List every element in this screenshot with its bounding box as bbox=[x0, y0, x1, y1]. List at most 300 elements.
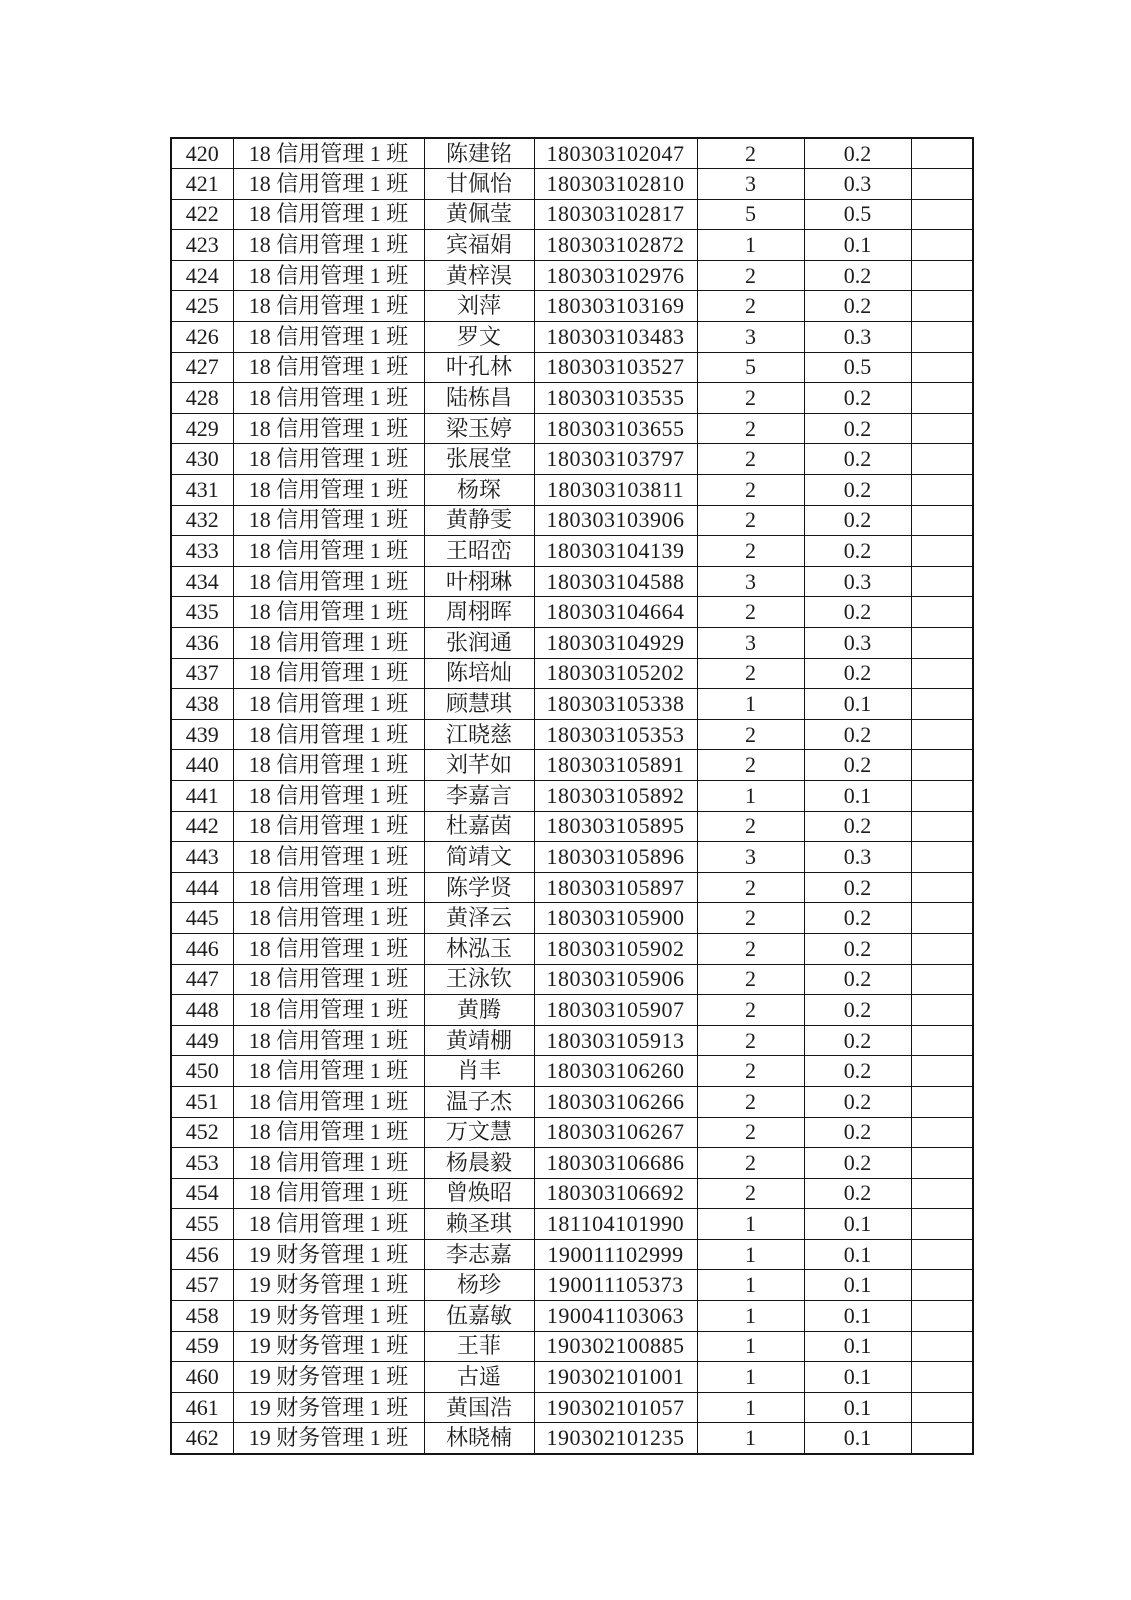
cell-row-number: 425 bbox=[171, 291, 233, 322]
cell-row-number: 430 bbox=[171, 444, 233, 475]
cell-count: 2 bbox=[697, 1178, 804, 1209]
cell-count: 1 bbox=[697, 1270, 804, 1301]
cell-row-number: 458 bbox=[171, 1301, 233, 1332]
cell-score: 0.2 bbox=[804, 413, 911, 444]
table-row bbox=[171, 322, 973, 353]
table-row bbox=[171, 1025, 973, 1056]
cell-count: 3 bbox=[697, 842, 804, 873]
cell-empty bbox=[911, 1362, 973, 1393]
cell-score: 0.2 bbox=[804, 872, 911, 903]
cell-count: 2 bbox=[697, 1086, 804, 1117]
cell-score: 0.3 bbox=[804, 322, 911, 353]
cell-class-name: 18 信用管理 1 班 bbox=[233, 322, 424, 353]
cell-count: 3 bbox=[697, 566, 804, 597]
cell-student-name: 叶孔林 bbox=[424, 352, 534, 383]
cell-score: 0.1 bbox=[804, 1239, 911, 1270]
cell-student-id: 180303102872 bbox=[534, 230, 697, 261]
cell-empty bbox=[911, 413, 973, 444]
cell-count: 3 bbox=[697, 169, 804, 200]
cell-class-name: 19 财务管理 1 班 bbox=[233, 1301, 424, 1332]
cell-student-name: 黄国浩 bbox=[424, 1392, 534, 1423]
cell-student-id: 180303103483 bbox=[534, 322, 697, 353]
cell-student-id: 180303105902 bbox=[534, 933, 697, 964]
cell-score: 0.1 bbox=[804, 1362, 911, 1393]
cell-score: 0.2 bbox=[804, 138, 911, 169]
cell-score: 0.1 bbox=[804, 1423, 911, 1454]
table-row bbox=[171, 658, 973, 689]
cell-empty bbox=[911, 995, 973, 1026]
table-row bbox=[171, 1301, 973, 1332]
cell-count: 1 bbox=[697, 1392, 804, 1423]
cell-row-number: 424 bbox=[171, 260, 233, 291]
cell-class-name: 19 财务管理 1 班 bbox=[233, 1392, 424, 1423]
cell-row-number: 438 bbox=[171, 689, 233, 720]
cell-score: 0.2 bbox=[804, 1056, 911, 1087]
cell-empty bbox=[911, 964, 973, 995]
table-row bbox=[171, 413, 973, 444]
cell-score: 0.2 bbox=[804, 597, 911, 628]
cell-count: 2 bbox=[697, 536, 804, 567]
cell-empty bbox=[911, 1148, 973, 1179]
cell-count: 1 bbox=[697, 230, 804, 261]
cell-class-name: 18 信用管理 1 班 bbox=[233, 780, 424, 811]
cell-student-id: 180303103535 bbox=[534, 383, 697, 414]
table-row bbox=[171, 964, 973, 995]
cell-row-number: 448 bbox=[171, 995, 233, 1026]
cell-row-number: 435 bbox=[171, 597, 233, 628]
cell-empty bbox=[911, 383, 973, 414]
cell-class-name: 18 信用管理 1 班 bbox=[233, 230, 424, 261]
cell-row-number: 442 bbox=[171, 811, 233, 842]
cell-row-number: 423 bbox=[171, 230, 233, 261]
cell-student-name: 罗文 bbox=[424, 322, 534, 353]
cell-class-name: 18 信用管理 1 班 bbox=[233, 169, 424, 200]
cell-score: 0.3 bbox=[804, 842, 911, 873]
cell-class-name: 18 信用管理 1 班 bbox=[233, 842, 424, 873]
table-row bbox=[171, 505, 973, 536]
cell-class-name: 18 信用管理 1 班 bbox=[233, 536, 424, 567]
cell-count: 2 bbox=[697, 995, 804, 1026]
cell-class-name: 18 信用管理 1 班 bbox=[233, 475, 424, 506]
cell-score: 0.1 bbox=[804, 1301, 911, 1332]
cell-row-number: 432 bbox=[171, 505, 233, 536]
table-row bbox=[171, 260, 973, 291]
cell-count: 2 bbox=[697, 260, 804, 291]
cell-student-name: 江晓慈 bbox=[424, 719, 534, 750]
cell-empty bbox=[911, 260, 973, 291]
cell-row-number: 428 bbox=[171, 383, 233, 414]
cell-score: 0.1 bbox=[804, 1392, 911, 1423]
cell-student-id: 180303106686 bbox=[534, 1148, 697, 1179]
cell-score: 0.2 bbox=[804, 1178, 911, 1209]
cell-class-name: 19 财务管理 1 班 bbox=[233, 1270, 424, 1301]
cell-student-name: 梁玉婷 bbox=[424, 413, 534, 444]
cell-class-name: 18 信用管理 1 班 bbox=[233, 750, 424, 781]
table-row bbox=[171, 169, 973, 200]
cell-score: 0.2 bbox=[804, 475, 911, 506]
cell-score: 0.2 bbox=[804, 444, 911, 475]
cell-empty bbox=[911, 444, 973, 475]
cell-score: 0.1 bbox=[804, 1331, 911, 1362]
cell-row-number: 460 bbox=[171, 1362, 233, 1393]
cell-student-id: 180303103797 bbox=[534, 444, 697, 475]
cell-row-number: 444 bbox=[171, 872, 233, 903]
cell-class-name: 18 信用管理 1 班 bbox=[233, 260, 424, 291]
cell-student-name: 刘芊如 bbox=[424, 750, 534, 781]
cell-row-number: 433 bbox=[171, 536, 233, 567]
table-row bbox=[171, 872, 973, 903]
cell-student-name: 杜嘉茵 bbox=[424, 811, 534, 842]
cell-score: 0.2 bbox=[804, 291, 911, 322]
cell-row-number: 445 bbox=[171, 903, 233, 934]
cell-student-name: 黄梓淏 bbox=[424, 260, 534, 291]
cell-score: 0.2 bbox=[804, 719, 911, 750]
cell-empty bbox=[911, 658, 973, 689]
cell-empty bbox=[911, 1301, 973, 1332]
cell-score: 0.2 bbox=[804, 1086, 911, 1117]
table-row bbox=[171, 1331, 973, 1362]
cell-class-name: 18 信用管理 1 班 bbox=[233, 1148, 424, 1179]
cell-student-name: 顾慧琪 bbox=[424, 689, 534, 720]
cell-student-id: 190302101001 bbox=[534, 1362, 697, 1393]
cell-count: 2 bbox=[697, 138, 804, 169]
cell-count: 2 bbox=[697, 597, 804, 628]
cell-student-id: 180303105896 bbox=[534, 842, 697, 873]
table-row bbox=[171, 719, 973, 750]
cell-empty bbox=[911, 903, 973, 934]
cell-student-name: 叶栩琳 bbox=[424, 566, 534, 597]
table-row bbox=[171, 199, 973, 230]
table-row bbox=[171, 1148, 973, 1179]
cell-row-number: 420 bbox=[171, 138, 233, 169]
table-row bbox=[171, 1086, 973, 1117]
table-row bbox=[171, 1056, 973, 1087]
cell-score: 0.1 bbox=[804, 780, 911, 811]
cell-student-name: 肖丰 bbox=[424, 1056, 534, 1087]
cell-student-name: 宾福娟 bbox=[424, 230, 534, 261]
cell-student-name: 李嘉言 bbox=[424, 780, 534, 811]
cell-empty bbox=[911, 199, 973, 230]
cell-student-id: 180303104664 bbox=[534, 597, 697, 628]
cell-empty bbox=[911, 597, 973, 628]
table-row bbox=[171, 995, 973, 1026]
cell-empty bbox=[911, 1209, 973, 1240]
cell-student-id: 180303102810 bbox=[534, 169, 697, 200]
cell-student-id: 190302100885 bbox=[534, 1331, 697, 1362]
cell-student-id: 190011105373 bbox=[534, 1270, 697, 1301]
cell-row-number: 436 bbox=[171, 628, 233, 659]
cell-student-id: 180303104139 bbox=[534, 536, 697, 567]
cell-score: 0.1 bbox=[804, 1270, 911, 1301]
cell-count: 1 bbox=[697, 1362, 804, 1393]
table-row bbox=[171, 1178, 973, 1209]
cell-score: 0.2 bbox=[804, 1148, 911, 1179]
cell-class-name: 18 信用管理 1 班 bbox=[233, 1209, 424, 1240]
cell-empty bbox=[911, 1117, 973, 1148]
cell-class-name: 18 信用管理 1 班 bbox=[233, 138, 424, 169]
cell-row-number: 427 bbox=[171, 352, 233, 383]
cell-student-name: 王昭峦 bbox=[424, 536, 534, 567]
table-row bbox=[171, 1117, 973, 1148]
cell-row-number: 447 bbox=[171, 964, 233, 995]
cell-empty bbox=[911, 933, 973, 964]
cell-row-number: 451 bbox=[171, 1086, 233, 1117]
cell-student-name: 陈学贤 bbox=[424, 872, 534, 903]
cell-student-id: 180303106260 bbox=[534, 1056, 697, 1087]
cell-class-name: 18 信用管理 1 班 bbox=[233, 1086, 424, 1117]
cell-class-name: 18 信用管理 1 班 bbox=[233, 719, 424, 750]
cell-student-name: 陆栋昌 bbox=[424, 383, 534, 414]
cell-class-name: 18 信用管理 1 班 bbox=[233, 413, 424, 444]
cell-class-name: 18 信用管理 1 班 bbox=[233, 1056, 424, 1087]
cell-score: 0.2 bbox=[804, 811, 911, 842]
cell-student-id: 180303105891 bbox=[534, 750, 697, 781]
cell-student-name: 黄佩莹 bbox=[424, 199, 534, 230]
cell-student-name: 赖圣琪 bbox=[424, 1209, 534, 1240]
table-row bbox=[171, 1362, 973, 1393]
table-row bbox=[171, 536, 973, 567]
cell-student-name: 林泓玉 bbox=[424, 933, 534, 964]
cell-count: 2 bbox=[697, 383, 804, 414]
cell-student-id: 180303105897 bbox=[534, 872, 697, 903]
cell-student-name: 黄泽云 bbox=[424, 903, 534, 934]
cell-student-name: 简靖文 bbox=[424, 842, 534, 873]
cell-score: 0.1 bbox=[804, 1209, 911, 1240]
cell-class-name: 18 信用管理 1 班 bbox=[233, 291, 424, 322]
cell-student-id: 190302101235 bbox=[534, 1423, 697, 1454]
cell-student-id: 180303105338 bbox=[534, 689, 697, 720]
cell-empty bbox=[911, 566, 973, 597]
cell-student-id: 180303105202 bbox=[534, 658, 697, 689]
cell-score: 0.3 bbox=[804, 628, 911, 659]
cell-score: 0.2 bbox=[804, 260, 911, 291]
cell-student-id: 190302101057 bbox=[534, 1392, 697, 1423]
table-row bbox=[171, 689, 973, 720]
cell-count: 5 bbox=[697, 199, 804, 230]
cell-student-name: 曾焕昭 bbox=[424, 1178, 534, 1209]
cell-student-name: 李志嘉 bbox=[424, 1239, 534, 1270]
cell-count: 2 bbox=[697, 933, 804, 964]
table-row bbox=[171, 1423, 973, 1454]
cell-empty bbox=[911, 475, 973, 506]
cell-row-number: 426 bbox=[171, 322, 233, 353]
cell-class-name: 18 信用管理 1 班 bbox=[233, 383, 424, 414]
cell-student-id: 180303105913 bbox=[534, 1025, 697, 1056]
cell-row-number: 455 bbox=[171, 1209, 233, 1240]
cell-score: 0.2 bbox=[804, 903, 911, 934]
cell-score: 0.2 bbox=[804, 995, 911, 1026]
cell-empty bbox=[911, 1423, 973, 1454]
table-row bbox=[171, 903, 973, 934]
cell-class-name: 18 信用管理 1 班 bbox=[233, 964, 424, 995]
cell-class-name: 18 信用管理 1 班 bbox=[233, 1117, 424, 1148]
cell-count: 2 bbox=[697, 291, 804, 322]
table-row bbox=[171, 628, 973, 659]
cell-count: 2 bbox=[697, 1056, 804, 1087]
cell-student-id: 180303102047 bbox=[534, 138, 697, 169]
cell-student-name: 温子杰 bbox=[424, 1086, 534, 1117]
cell-score: 0.3 bbox=[804, 566, 911, 597]
cell-student-id: 180303105900 bbox=[534, 903, 697, 934]
cell-empty bbox=[911, 291, 973, 322]
cell-student-name: 杨晨毅 bbox=[424, 1148, 534, 1179]
cell-student-id: 180303103811 bbox=[534, 475, 697, 506]
cell-count: 2 bbox=[697, 1025, 804, 1056]
cell-count: 2 bbox=[697, 413, 804, 444]
cell-row-number: 461 bbox=[171, 1392, 233, 1423]
cell-student-id: 180303103655 bbox=[534, 413, 697, 444]
cell-student-id: 180303103527 bbox=[534, 352, 697, 383]
cell-student-name: 王泳钦 bbox=[424, 964, 534, 995]
cell-count: 1 bbox=[697, 780, 804, 811]
table-row bbox=[171, 352, 973, 383]
cell-class-name: 18 信用管理 1 班 bbox=[233, 597, 424, 628]
table-row bbox=[171, 1239, 973, 1270]
cell-empty bbox=[911, 230, 973, 261]
cell-class-name: 18 信用管理 1 班 bbox=[233, 505, 424, 536]
cell-count: 2 bbox=[697, 475, 804, 506]
cell-row-number: 450 bbox=[171, 1056, 233, 1087]
cell-student-id: 180303106692 bbox=[534, 1178, 697, 1209]
cell-row-number: 454 bbox=[171, 1178, 233, 1209]
cell-empty bbox=[911, 322, 973, 353]
cell-count: 2 bbox=[697, 964, 804, 995]
cell-class-name: 18 信用管理 1 班 bbox=[233, 1025, 424, 1056]
cell-class-name: 18 信用管理 1 班 bbox=[233, 352, 424, 383]
cell-class-name: 18 信用管理 1 班 bbox=[233, 1178, 424, 1209]
cell-count: 3 bbox=[697, 322, 804, 353]
cell-score: 0.1 bbox=[804, 230, 911, 261]
cell-empty bbox=[911, 842, 973, 873]
table-row bbox=[171, 475, 973, 506]
cell-student-id: 180303102817 bbox=[534, 199, 697, 230]
cell-student-name: 陈建铭 bbox=[424, 138, 534, 169]
table-row bbox=[171, 750, 973, 781]
cell-row-number: 462 bbox=[171, 1423, 233, 1454]
cell-count: 2 bbox=[697, 811, 804, 842]
cell-student-id: 180303105353 bbox=[534, 719, 697, 750]
cell-count: 2 bbox=[697, 658, 804, 689]
cell-count: 3 bbox=[697, 628, 804, 659]
cell-row-number: 457 bbox=[171, 1270, 233, 1301]
cell-row-number: 434 bbox=[171, 566, 233, 597]
cell-score: 0.5 bbox=[804, 352, 911, 383]
cell-class-name: 19 财务管理 1 班 bbox=[233, 1331, 424, 1362]
cell-count: 2 bbox=[697, 505, 804, 536]
cell-student-name: 周栩晖 bbox=[424, 597, 534, 628]
cell-student-id: 180303103169 bbox=[534, 291, 697, 322]
cell-class-name: 18 信用管理 1 班 bbox=[233, 628, 424, 659]
cell-row-number: 452 bbox=[171, 1117, 233, 1148]
cell-count: 1 bbox=[697, 1423, 804, 1454]
cell-empty bbox=[911, 1392, 973, 1423]
table-row bbox=[171, 780, 973, 811]
cell-class-name: 18 信用管理 1 班 bbox=[233, 933, 424, 964]
cell-score: 0.2 bbox=[804, 933, 911, 964]
cell-score: 0.2 bbox=[804, 1117, 911, 1148]
table-row bbox=[171, 933, 973, 964]
cell-student-name: 杨琛 bbox=[424, 475, 534, 506]
cell-count: 2 bbox=[697, 872, 804, 903]
cell-class-name: 18 信用管理 1 班 bbox=[233, 811, 424, 842]
table-row bbox=[171, 811, 973, 842]
cell-score: 0.2 bbox=[804, 505, 911, 536]
cell-count: 2 bbox=[697, 903, 804, 934]
table-row bbox=[171, 383, 973, 414]
cell-row-number: 446 bbox=[171, 933, 233, 964]
cell-student-id: 180303104588 bbox=[534, 566, 697, 597]
cell-class-name: 18 信用管理 1 班 bbox=[233, 658, 424, 689]
cell-student-id: 180303102976 bbox=[534, 260, 697, 291]
cell-empty bbox=[911, 628, 973, 659]
table-row bbox=[171, 597, 973, 628]
cell-student-name: 林晓楠 bbox=[424, 1423, 534, 1454]
cell-score: 0.2 bbox=[804, 383, 911, 414]
cell-row-number: 449 bbox=[171, 1025, 233, 1056]
cell-class-name: 19 财务管理 1 班 bbox=[233, 1239, 424, 1270]
cell-count: 1 bbox=[697, 689, 804, 720]
cell-student-id: 180303105892 bbox=[534, 780, 697, 811]
table-row bbox=[171, 566, 973, 597]
cell-empty bbox=[911, 750, 973, 781]
cell-empty bbox=[911, 1056, 973, 1087]
cell-count: 2 bbox=[697, 719, 804, 750]
cell-score: 0.3 bbox=[804, 169, 911, 200]
cell-empty bbox=[911, 872, 973, 903]
cell-class-name: 18 信用管理 1 班 bbox=[233, 444, 424, 475]
cell-score: 0.5 bbox=[804, 199, 911, 230]
cell-student-id: 190011102999 bbox=[534, 1239, 697, 1270]
cell-empty bbox=[911, 719, 973, 750]
cell-student-name: 古遥 bbox=[424, 1362, 534, 1393]
cell-empty bbox=[911, 1239, 973, 1270]
cell-student-name: 陈培灿 bbox=[424, 658, 534, 689]
cell-student-name: 黄静雯 bbox=[424, 505, 534, 536]
cell-empty bbox=[911, 780, 973, 811]
cell-student-id: 180303105907 bbox=[534, 995, 697, 1026]
cell-count: 1 bbox=[697, 1239, 804, 1270]
cell-class-name: 18 信用管理 1 班 bbox=[233, 872, 424, 903]
cell-row-number: 431 bbox=[171, 475, 233, 506]
cell-student-id: 180303104929 bbox=[534, 628, 697, 659]
cell-empty bbox=[911, 1178, 973, 1209]
cell-row-number: 443 bbox=[171, 842, 233, 873]
student-roster-table bbox=[170, 137, 974, 1455]
cell-student-name: 张展堂 bbox=[424, 444, 534, 475]
cell-empty bbox=[911, 138, 973, 169]
cell-empty bbox=[911, 1086, 973, 1117]
cell-class-name: 18 信用管理 1 班 bbox=[233, 566, 424, 597]
cell-row-number: 441 bbox=[171, 780, 233, 811]
table-row bbox=[171, 1270, 973, 1301]
cell-student-id: 190041103063 bbox=[534, 1301, 697, 1332]
cell-student-id: 180303105895 bbox=[534, 811, 697, 842]
table-row bbox=[171, 842, 973, 873]
cell-empty bbox=[911, 1025, 973, 1056]
cell-score: 0.2 bbox=[804, 964, 911, 995]
table-row bbox=[171, 444, 973, 475]
cell-student-id: 180303106267 bbox=[534, 1117, 697, 1148]
cell-empty bbox=[911, 1331, 973, 1362]
cell-student-name: 甘佩怡 bbox=[424, 169, 534, 200]
cell-class-name: 19 财务管理 1 班 bbox=[233, 1423, 424, 1454]
cell-count: 1 bbox=[697, 1301, 804, 1332]
cell-count: 1 bbox=[697, 1331, 804, 1362]
cell-row-number: 453 bbox=[171, 1148, 233, 1179]
cell-empty bbox=[911, 169, 973, 200]
table-row bbox=[171, 291, 973, 322]
cell-count: 2 bbox=[697, 1117, 804, 1148]
